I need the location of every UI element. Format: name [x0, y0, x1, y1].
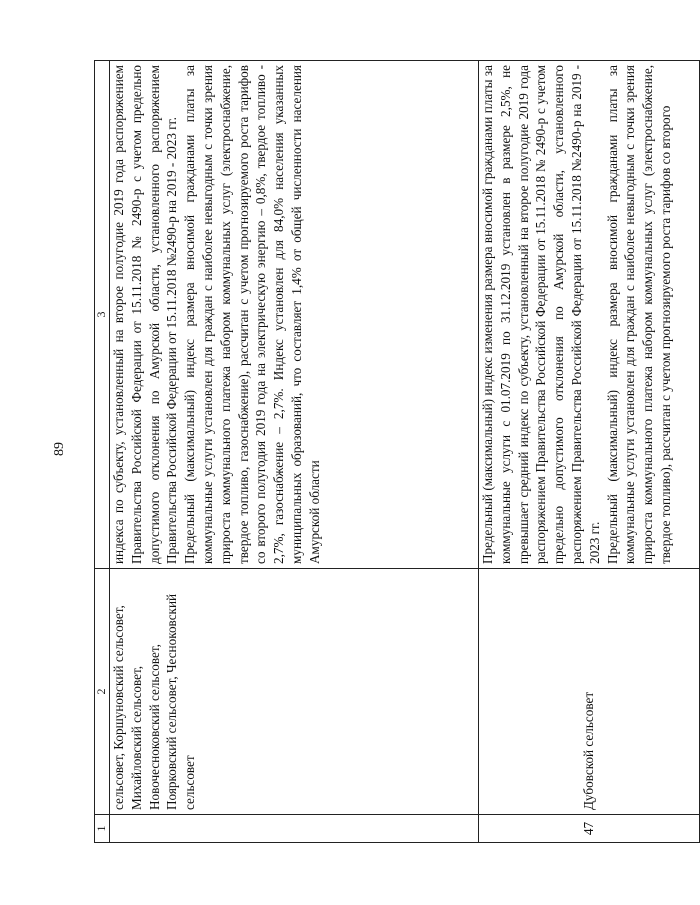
- row-number: 47: [479, 815, 700, 843]
- row-number: [110, 815, 479, 843]
- description-cell: [110, 61, 479, 569]
- territory-text: Дубовской сельсовет: [581, 691, 597, 810]
- header-col-2: 2: [95, 569, 110, 815]
- territory-cell: [110, 569, 479, 815]
- description-paragraph: Предельный (максимальный) индекс размера вносимой гражданами платы за коммунальные услуги установлен для граждан с наиболее невыгодным с точки зрения прироста коммунального платежа набором коммунальных услуг (электроснабжение, твердое топливо, газоснабжение), рассчитан с учетом прогнозируемого роста тарифов со второго полугодия 2019 года на электрическую энергию – 0,8%, твердое топливо - 2,7%, газоснабжение – 2,7%. Индекс установлен для 84,0% населения указанных муниципальных образований, что составляет 1,4% от общей численности населения Амурской области: [182, 65, 322, 564]
- page-number: 89: [52, 442, 67, 456]
- table-row: [110, 61, 479, 843]
- table-row: [479, 61, 700, 843]
- territory-text: сельсовет, Коршуновский сельсовет, Михайловский сельсовет, Новочесноковский сельсовет, Поярковский сельсовет, Чесноковский сельсовет: [111, 593, 198, 810]
- description-paragraph: индекса по субъекту, установленный на второе полугодие 2019 года распоряжением Правительства Российской Федерации от 15.11.2018 № 2490-р с учетом предельно допустимого отклонения по Амурской области, установленного распоряжением Правительства Российской Федерации от 15.11.2018 №2490-р на 2019 - 2023 гг.: [111, 65, 180, 564]
- description-paragraph: Предельный (максимальный) индекс изменения размера вносимой гражданами платы за коммунальные услуги с 01.07.2019 по 31.12.2019 установлен в размере 2,5%, не превышает средний индекс по субъекту, установленный на второе полугодие 2019 года распоряжением Правительства Российской Федерации от 15.11.2018 № 2490-р с учетом предельно допустимого отклонения по Амурской области, установленного распоряжением Правительства Российской Федерации от 15.11.2018 №2490-р на 2019 - 2023 гг.: [480, 65, 602, 564]
- territory-cell: [479, 569, 700, 815]
- header-col-1: 1: [95, 815, 110, 843]
- tariff-index-table: [94, 60, 700, 843]
- header-col-3: 3: [95, 61, 110, 569]
- table-header-row: [95, 61, 110, 843]
- description-cell: [479, 61, 700, 569]
- description-paragraph: Предельный (максимальный) индекс размера вносимой гражданами платы за коммунальные услуги установлен для граждан с наиболее невыгодным с точки зрения прироста коммунального платежа набором коммунальных услуг (электроснабжение, твердое топливо), рассчитан с учетом прогнозируемого роста тарифов со второго: [604, 65, 673, 564]
